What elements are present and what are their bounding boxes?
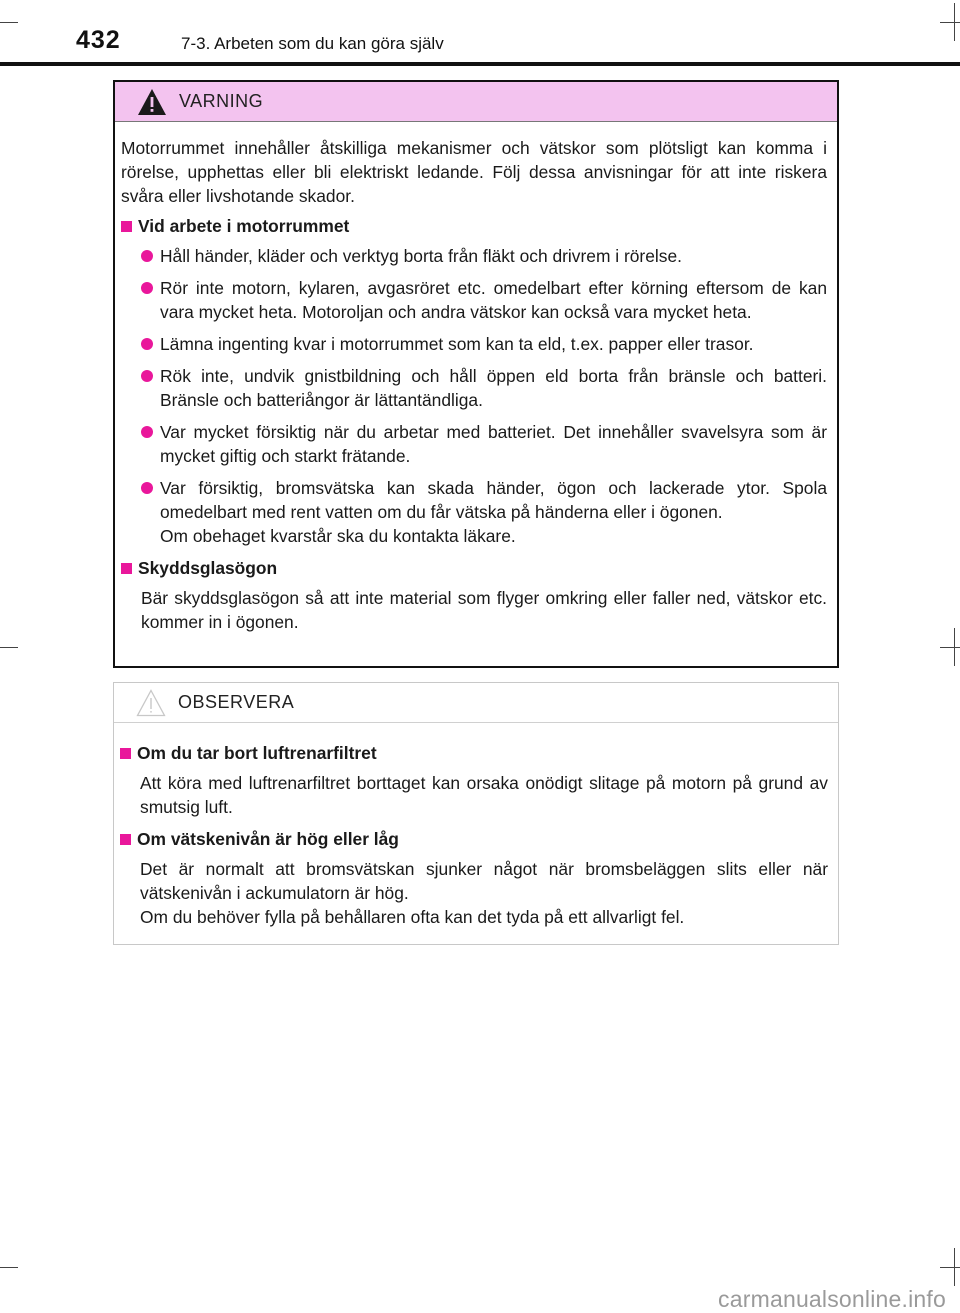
square-bullet-icon	[120, 748, 131, 759]
notice-subheading: Om du tar bort luftrenarfiltret	[120, 741, 828, 765]
warning-triangle-outline-icon	[136, 689, 166, 717]
notice-title: OBSERVERA	[178, 692, 295, 712]
round-bullet-icon	[141, 482, 153, 494]
notice-section-text: Det är normalt att bromsvätskan sjunker något när bromsbeläggen slits eller när vätskenivån i ackumulatorn är hög. Om du behöver fylla på behållaren ofta kan det tyda på ett allvarligt fel.	[140, 859, 828, 927]
warning-intro: Motorrummet innehåller åtskilliga mekanismer och vätskor som plötsligt kan komma i rörelse, upphettas eller bli elektriskt ledande. Följ dessa anvisningar för att inte riskera svåra eller livshotande skador.	[121, 138, 827, 206]
crop-mark	[0, 22, 18, 23]
round-bullet-icon	[141, 282, 153, 294]
list-item: Håll händer, kläder och verktyg borta från fläkt och drivrem i rörelse.	[141, 244, 827, 268]
warning-triangle-filled-icon	[137, 88, 167, 116]
round-bullet-icon	[141, 338, 153, 350]
crop-mark	[0, 647, 18, 648]
crop-mark	[940, 1267, 960, 1268]
round-bullet-icon	[141, 250, 153, 262]
square-bullet-icon	[121, 221, 132, 232]
warning-subheading: Skyddsglasögon	[121, 556, 827, 580]
warning-header	[115, 82, 837, 122]
warning-box	[113, 80, 839, 668]
list-item: Rök inte, undvik gnistbildning och håll öppen eld borta från bränsle och batteri. Bränsle och batteriångor är lättantändliga.	[141, 364, 827, 412]
warning-subheading: Vid arbete i motorrummet	[121, 214, 827, 238]
round-bullet-icon	[141, 426, 153, 438]
notice-subheading: Om vätskenivån är hög eller låg	[120, 827, 828, 851]
page-number: 432	[76, 26, 121, 54]
crop-mark	[940, 647, 960, 648]
warning-section-text: Bär skyddsglasögon så att inte material som flyger omkring eller faller ned, vätskor etc. kommer in i ögonen.	[141, 588, 827, 632]
list-item: Var mycket försiktig när du arbetar med batteriet. Det innehåller svavelsyra som är mycket giftig och starkt frätande.	[141, 420, 827, 468]
crop-mark	[0, 1267, 18, 1268]
list-item: Var försiktig, bromsvätska kan skada händer, ögon och lackerade ytor. Spola omedelbart med rent vatten om du får vätska på händerna eller i ögonen. Om obehaget kvarstår ska du kontakta läkare.	[141, 476, 827, 548]
header-rule	[0, 62, 960, 66]
notice-box	[113, 682, 839, 945]
square-bullet-icon	[120, 834, 131, 845]
notice-section-text: Att köra med luftrenarfiltret borttaget kan orsaka onödigt slitage på motorn på grund av smutsig luft.	[140, 773, 828, 817]
round-bullet-icon	[141, 370, 153, 382]
list-item: Rör inte motorn, kylaren, avgasröret etc. omedelbart efter körning eftersom de kan vara mycket heta. Motoroljan och andra vätskor kan också vara mycket heta.	[141, 276, 827, 324]
notice-body	[114, 723, 838, 929]
notice-header	[114, 683, 838, 723]
warning-title: VARNING	[179, 91, 264, 111]
square-bullet-icon	[121, 563, 132, 574]
section-title: 7-3. Arbeten som du kan göra själv	[181, 34, 444, 53]
list-item: Lämna ingenting kvar i motorrummet som kan ta eld, t.ex. papper eller trasor.	[141, 332, 827, 356]
warning-body	[115, 122, 837, 634]
watermark: carmanualsonline.info	[718, 1286, 946, 1312]
crop-mark	[940, 22, 960, 23]
